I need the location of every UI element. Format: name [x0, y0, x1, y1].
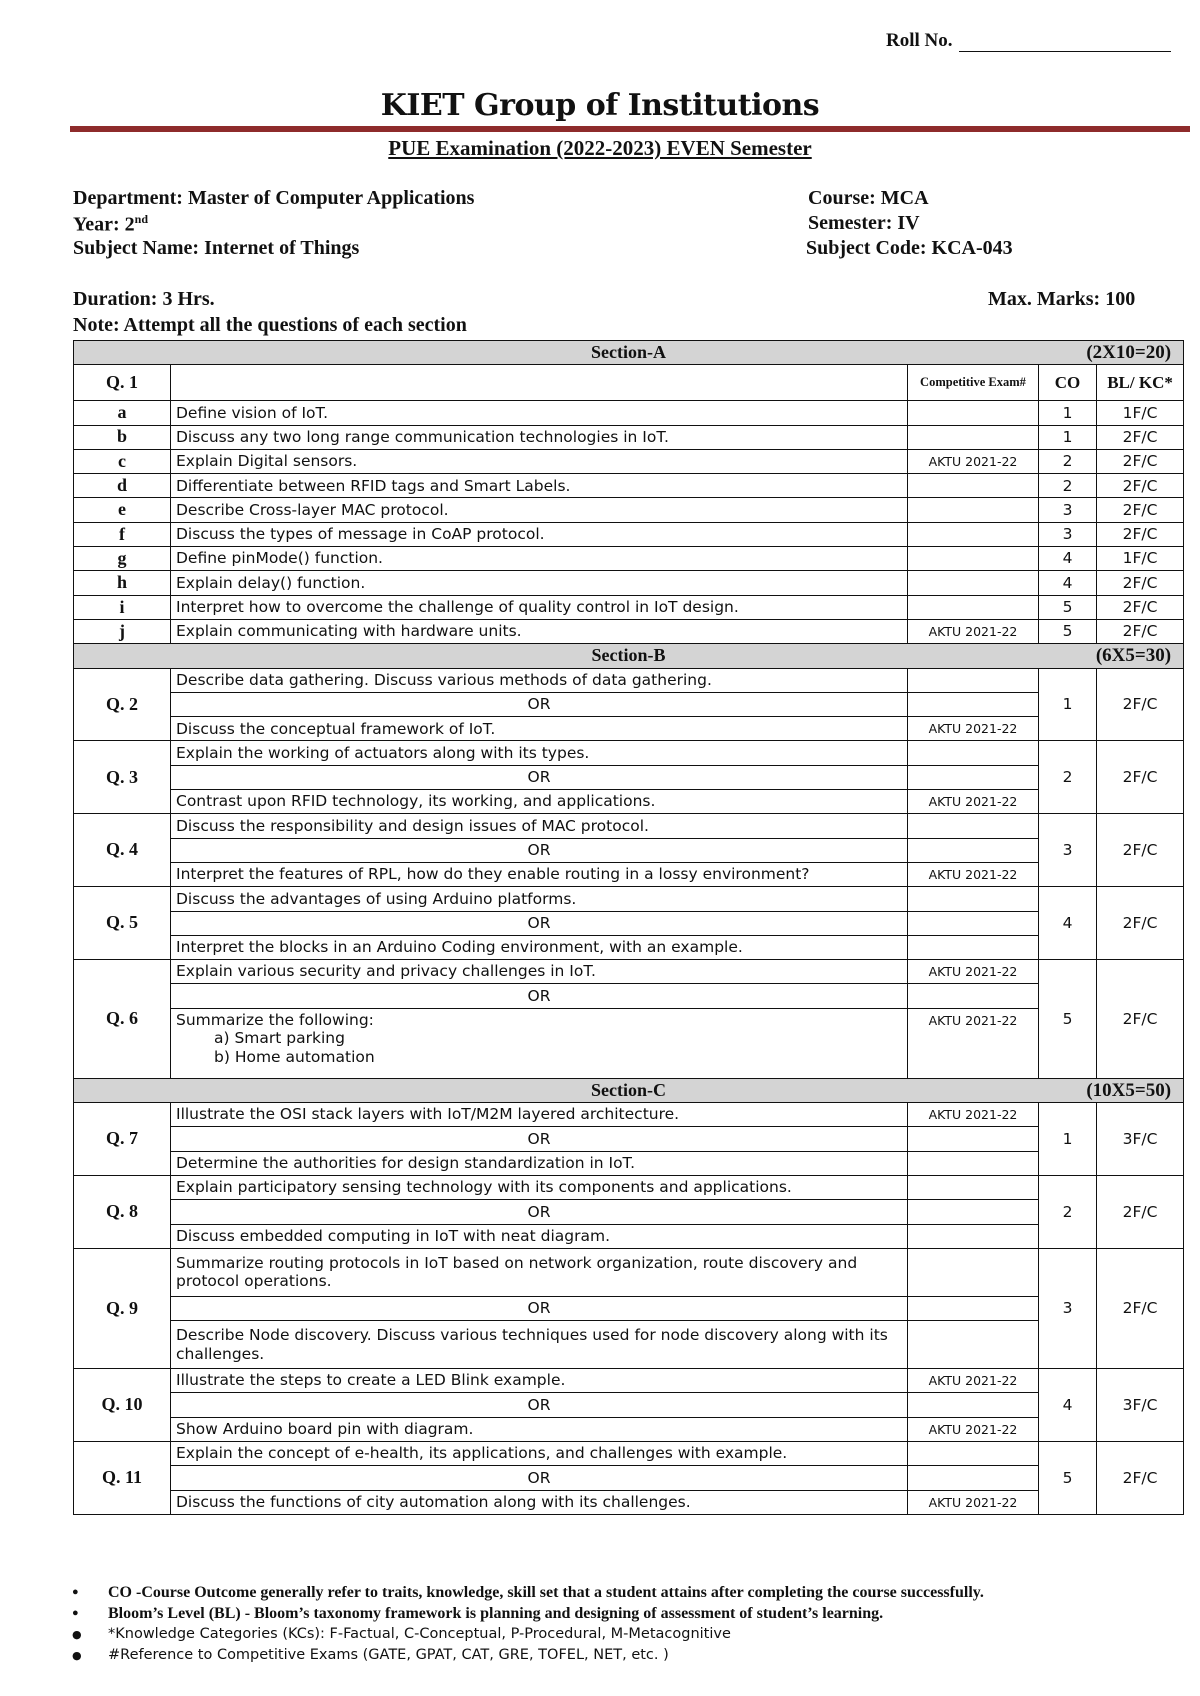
- row-label: b: [74, 425, 171, 449]
- question-row: [74, 1175, 1184, 1199]
- competitive-exam: [908, 474, 1039, 498]
- co-value: 5: [1039, 960, 1097, 1079]
- question-text: Describe data gathering. Discuss various methods of data gathering.: [171, 668, 908, 692]
- competitive-exam: AKTU 2021-22: [908, 790, 1039, 814]
- co-value: 2: [1039, 1175, 1097, 1248]
- competitive-exam: [908, 814, 1039, 838]
- or-row: [74, 1200, 1184, 1224]
- instruction-note: Note: Attempt all the questions of each section: [73, 314, 467, 336]
- blank-cell: [908, 1200, 1039, 1224]
- competitive-exam: [908, 547, 1039, 571]
- blank-cell: [908, 765, 1039, 789]
- footnote-bl: ● Bloom’s Level (BL) - Bloom’s taxonomy framework is planning and designing of assessment of student’s learning.: [108, 1603, 984, 1624]
- or-label: OR: [171, 765, 908, 789]
- roll-number-field: [886, 30, 1171, 52]
- question-number: Q. 2: [74, 668, 171, 741]
- competitive-exam: AKTU 2021-22: [908, 1490, 1039, 1514]
- competitive-exam: [908, 1248, 1039, 1296]
- semester: Semester: IV: [808, 212, 920, 234]
- roll-number-label: Roll No.: [886, 30, 953, 51]
- question-text: Illustrate the OSI stack layers with IoT/M2M layered architecture.: [171, 1103, 908, 1127]
- co-value: 4: [1039, 887, 1097, 960]
- bl-value: 2F/C: [1097, 960, 1184, 1079]
- bl-value: 1F/C: [1097, 547, 1184, 571]
- row-label: j: [74, 619, 171, 643]
- or-label: OR: [171, 911, 908, 935]
- max-marks: Max. Marks: 100: [988, 288, 1136, 310]
- section-a-marks: (2X10=20): [1086, 342, 1172, 363]
- co-value: 4: [1039, 1369, 1097, 1442]
- question-text: Illustrate the steps to create a LED Blink example.: [171, 1369, 908, 1393]
- question-text: Contrast upon RFID technology, its working, and applications.: [171, 790, 908, 814]
- co-value: 5: [1039, 1441, 1097, 1514]
- exam-title: PUE Examination (2022-2023) EVEN Semester: [388, 136, 812, 160]
- co-value: 1: [1039, 668, 1097, 741]
- question-text: Define vision of IoT.: [171, 401, 908, 425]
- question-text: Discuss the advantages of using Arduino platforms.: [171, 887, 908, 911]
- question-row: [74, 1103, 1184, 1127]
- department: Department: Master of Computer Applications: [73, 187, 475, 209]
- question-row: [74, 1321, 1184, 1369]
- question-row: [74, 1151, 1184, 1175]
- question-row: [74, 1490, 1184, 1514]
- question-table: [73, 340, 1184, 1515]
- question-number: Q. 8: [74, 1175, 171, 1248]
- competitive-exam: AKTU 2021-22: [908, 449, 1039, 473]
- question-row: [74, 862, 1184, 886]
- sub-item-a: a) Smart parking: [214, 1029, 345, 1048]
- footnote-co: ● CO -Course Outcome generally refer to traits, knowledge, skill set that a student attains after completing the course successfully.: [108, 1582, 984, 1603]
- footnote-competitive: ● #Reference to Competitive Exams (GATE, GPAT, CAT, GRE, TOFEL, NET, etc. ): [108, 1645, 984, 1666]
- row-label: f: [74, 522, 171, 546]
- question-row: [74, 1224, 1184, 1248]
- footnote-kc: ● *Knowledge Categories (KCs): F-Factual, C-Conceptual, P-Procedural, M-Metacognitive: [108, 1624, 984, 1645]
- question-number: Q. 6: [74, 960, 171, 1079]
- institution-title: KIET Group of Institutions: [380, 88, 820, 123]
- competitive-exam: AKTU 2021-22: [908, 1369, 1039, 1393]
- competitive-exam: [908, 595, 1039, 619]
- question-row: [74, 1008, 1184, 1078]
- row-label: i: [74, 595, 171, 619]
- table-row: [74, 547, 1184, 571]
- footnotes: [108, 1582, 984, 1666]
- question-text: Define pinMode() function.: [171, 547, 908, 571]
- competitive-exam-header: Competitive Exam#: [908, 365, 1039, 401]
- blank-cell: [908, 1127, 1039, 1151]
- question-text: Explain various security and privacy challenges in IoT.: [171, 960, 908, 984]
- or-row: [74, 984, 1184, 1008]
- co-value: 3: [1039, 814, 1097, 887]
- question-text: Discuss the types of message in CoAP protocol.: [171, 522, 908, 546]
- co-value: 3: [1039, 1248, 1097, 1368]
- co-value: 4: [1039, 571, 1097, 595]
- subject-code: Subject Code: KCA-043: [806, 237, 1013, 259]
- bl-value: 2F/C: [1097, 522, 1184, 546]
- co-value: 3: [1039, 522, 1097, 546]
- competitive-exam: [908, 571, 1039, 595]
- competitive-exam: [908, 401, 1039, 425]
- co-value: 4: [1039, 547, 1097, 571]
- sub-item-b: b) Home automation: [214, 1047, 375, 1066]
- section-c-marks: (10X5=50): [1086, 1079, 1172, 1101]
- section-a-header: [74, 341, 1184, 365]
- or-label: OR: [171, 1296, 908, 1320]
- bl-value: 3F/C: [1097, 1369, 1184, 1442]
- question-number: Q. 7: [74, 1103, 171, 1176]
- competitive-exam: [908, 1175, 1039, 1199]
- or-row: [74, 765, 1184, 789]
- row-label: e: [74, 498, 171, 522]
- co-value: 5: [1039, 619, 1097, 643]
- q1-blank: [171, 365, 908, 401]
- bl-value: 2F/C: [1097, 1441, 1184, 1514]
- co-value: 2: [1039, 449, 1097, 473]
- question-text: Describe Cross-layer MAC protocol.: [171, 498, 908, 522]
- or-label: OR: [171, 838, 908, 862]
- table-row: [74, 474, 1184, 498]
- question-text: Discuss any two long range communication technologies in IoT.: [171, 425, 908, 449]
- bl-value: 2F/C: [1097, 449, 1184, 473]
- question-number: Q. 4: [74, 814, 171, 887]
- co-value: 5: [1039, 595, 1097, 619]
- q1-label: Q. 1: [74, 365, 171, 401]
- competitive-exam: [908, 668, 1039, 692]
- competitive-exam: [908, 1321, 1039, 1369]
- question-row: [74, 790, 1184, 814]
- year-label: Year: 2: [73, 213, 135, 236]
- competitive-exam: AKTU 2021-22: [908, 1417, 1039, 1441]
- question-number: Q. 9: [74, 1248, 171, 1368]
- competitive-exam: [908, 1151, 1039, 1175]
- competitive-exam: [908, 1441, 1039, 1465]
- question-text: Explain the working of actuators along with its types.: [171, 741, 908, 765]
- competitive-exam: AKTU 2021-22: [908, 619, 1039, 643]
- bl-value: 2F/C: [1097, 474, 1184, 498]
- competitive-exam: [908, 425, 1039, 449]
- row-label: g: [74, 547, 171, 571]
- table-row: [74, 522, 1184, 546]
- row-label: c: [74, 449, 171, 473]
- or-row: [74, 838, 1184, 862]
- blank-cell: [908, 1393, 1039, 1417]
- bl-value: 2F/C: [1097, 425, 1184, 449]
- row-label: d: [74, 474, 171, 498]
- question-row: [74, 935, 1184, 959]
- question-row: [74, 1248, 1184, 1296]
- question-text: Explain Digital sensors.: [171, 449, 908, 473]
- question-text: Interpret the features of RPL, how do they enable routing in a lossy environment?: [171, 862, 908, 886]
- course: Course: MCA: [808, 187, 929, 209]
- row-label: h: [74, 571, 171, 595]
- year: [73, 212, 148, 237]
- question-text: Explain communicating with hardware units.: [171, 619, 908, 643]
- table-row: [74, 449, 1184, 473]
- year-superscript: nd: [134, 212, 148, 226]
- duration: Duration: 3 Hrs.: [73, 288, 215, 310]
- table-row: [74, 498, 1184, 522]
- bl-value: 2F/C: [1097, 1175, 1184, 1248]
- section-a-column-header: [74, 365, 1184, 401]
- table-row: [74, 619, 1184, 643]
- competitive-exam: AKTU 2021-22: [908, 862, 1039, 886]
- question-text: Explain participatory sensing technology with its components and applications.: [171, 1175, 908, 1199]
- or-label: OR: [171, 1200, 908, 1224]
- question-text: Discuss the responsibility and design issues of MAC protocol.: [171, 814, 908, 838]
- question-text: [171, 1008, 908, 1078]
- competitive-exam: [908, 935, 1039, 959]
- section-c-title: Section-C (10X5=50): [74, 1078, 1184, 1102]
- question-text: Explain the concept of e-health, its applications, and challenges with example.: [171, 1441, 908, 1465]
- header-divider: [70, 126, 1190, 132]
- section-a-title: Section-A (2X10=20): [74, 341, 1184, 365]
- question-row: [74, 1369, 1184, 1393]
- question-text: Discuss embedded computing in IoT with neat diagram.: [171, 1224, 908, 1248]
- or-row: [74, 692, 1184, 716]
- or-label: OR: [171, 984, 908, 1008]
- question-text: Differentiate between RFID tags and Smart Labels.: [171, 474, 908, 498]
- blank-cell: [908, 1296, 1039, 1320]
- or-row: [74, 1393, 1184, 1417]
- co-header: CO: [1039, 365, 1097, 401]
- question-row: [74, 960, 1184, 984]
- table-row: [74, 595, 1184, 619]
- bl-value: 2F/C: [1097, 887, 1184, 960]
- question-text: Discuss the functions of city automation along with its challenges.: [171, 1490, 908, 1514]
- table-row: [74, 425, 1184, 449]
- blank-cell: [908, 911, 1039, 935]
- table-row: [74, 571, 1184, 595]
- bl-value: 1F/C: [1097, 401, 1184, 425]
- competitive-exam: AKTU 2021-22: [908, 1103, 1039, 1127]
- bl-kc-header: BL/ KC*: [1097, 365, 1184, 401]
- blank-cell: [908, 1466, 1039, 1490]
- section-b-header: [74, 644, 1184, 668]
- bl-value: 2F/C: [1097, 619, 1184, 643]
- or-row: [74, 1127, 1184, 1151]
- co-value: 1: [1039, 1103, 1097, 1176]
- or-row: [74, 1466, 1184, 1490]
- question-row: [74, 668, 1184, 692]
- blank-cell: [908, 984, 1039, 1008]
- bl-value: 2F/C: [1097, 498, 1184, 522]
- or-label: OR: [171, 1393, 908, 1417]
- question-row: [74, 814, 1184, 838]
- or-label: OR: [171, 1466, 908, 1490]
- bl-value: 2F/C: [1097, 814, 1184, 887]
- question-row: [74, 887, 1184, 911]
- or-row: [74, 911, 1184, 935]
- roll-number-blank: [959, 34, 1171, 52]
- bl-value: 2F/C: [1097, 668, 1184, 741]
- competitive-exam: [908, 522, 1039, 546]
- blank-cell: [908, 838, 1039, 862]
- question-row: [74, 741, 1184, 765]
- competitive-exam: AKTU 2021-22: [908, 717, 1039, 741]
- competitive-exam: AKTU 2021-22: [908, 1008, 1039, 1078]
- table-row: [74, 401, 1184, 425]
- competitive-exam: [908, 1224, 1039, 1248]
- row-label: a: [74, 401, 171, 425]
- question-text: Interpret how to overcome the challenge of quality control in IoT design.: [171, 595, 908, 619]
- co-value: 1: [1039, 425, 1097, 449]
- co-value: 1: [1039, 401, 1097, 425]
- co-value: 2: [1039, 741, 1097, 814]
- question-text: Show Arduino board pin with diagram.: [171, 1417, 908, 1441]
- co-value: 2: [1039, 474, 1097, 498]
- bl-value: 2F/C: [1097, 741, 1184, 814]
- question-text: Describe Node discovery. Discuss various techniques used for node discovery along with its challenges.: [171, 1321, 908, 1369]
- co-value: 3: [1039, 498, 1097, 522]
- question-row: [74, 1441, 1184, 1465]
- question-row: [74, 1417, 1184, 1441]
- competitive-exam: [908, 741, 1039, 765]
- question-text: Interpret the blocks in an Arduino Coding environment, with an example.: [171, 935, 908, 959]
- question-number: Q. 5: [74, 887, 171, 960]
- question-number: Q. 10: [74, 1369, 171, 1442]
- bl-value: 3F/C: [1097, 1103, 1184, 1176]
- question-number: Q. 11: [74, 1441, 171, 1514]
- question-text: Summarize routing protocols in IoT based on network organization, route discovery and protocol operations.: [171, 1248, 908, 1296]
- question-text: Determine the authorities for design standardization in IoT.: [171, 1151, 908, 1175]
- competitive-exam: AKTU 2021-22: [908, 960, 1039, 984]
- question-text: Explain delay() function.: [171, 571, 908, 595]
- competitive-exam: [908, 498, 1039, 522]
- or-label: OR: [171, 1127, 908, 1151]
- bl-value: 2F/C: [1097, 595, 1184, 619]
- or-row: [74, 1296, 1184, 1320]
- blank-cell: [908, 692, 1039, 716]
- section-b-title: Section-B (6X5=30): [74, 644, 1184, 668]
- subject-name: Subject Name: Internet of Things: [73, 237, 360, 259]
- competitive-exam: [908, 887, 1039, 911]
- bl-value: 2F/C: [1097, 571, 1184, 595]
- bl-value: 2F/C: [1097, 1248, 1184, 1368]
- or-label: OR: [171, 692, 908, 716]
- question-text: Discuss the conceptual framework of IoT.: [171, 717, 908, 741]
- section-c-header: [74, 1078, 1184, 1102]
- question-number: Q. 3: [74, 741, 171, 814]
- section-b-marks: (6X5=30): [1095, 645, 1172, 667]
- question-text-main: Summarize the following:: [176, 1010, 374, 1029]
- question-row: [74, 717, 1184, 741]
